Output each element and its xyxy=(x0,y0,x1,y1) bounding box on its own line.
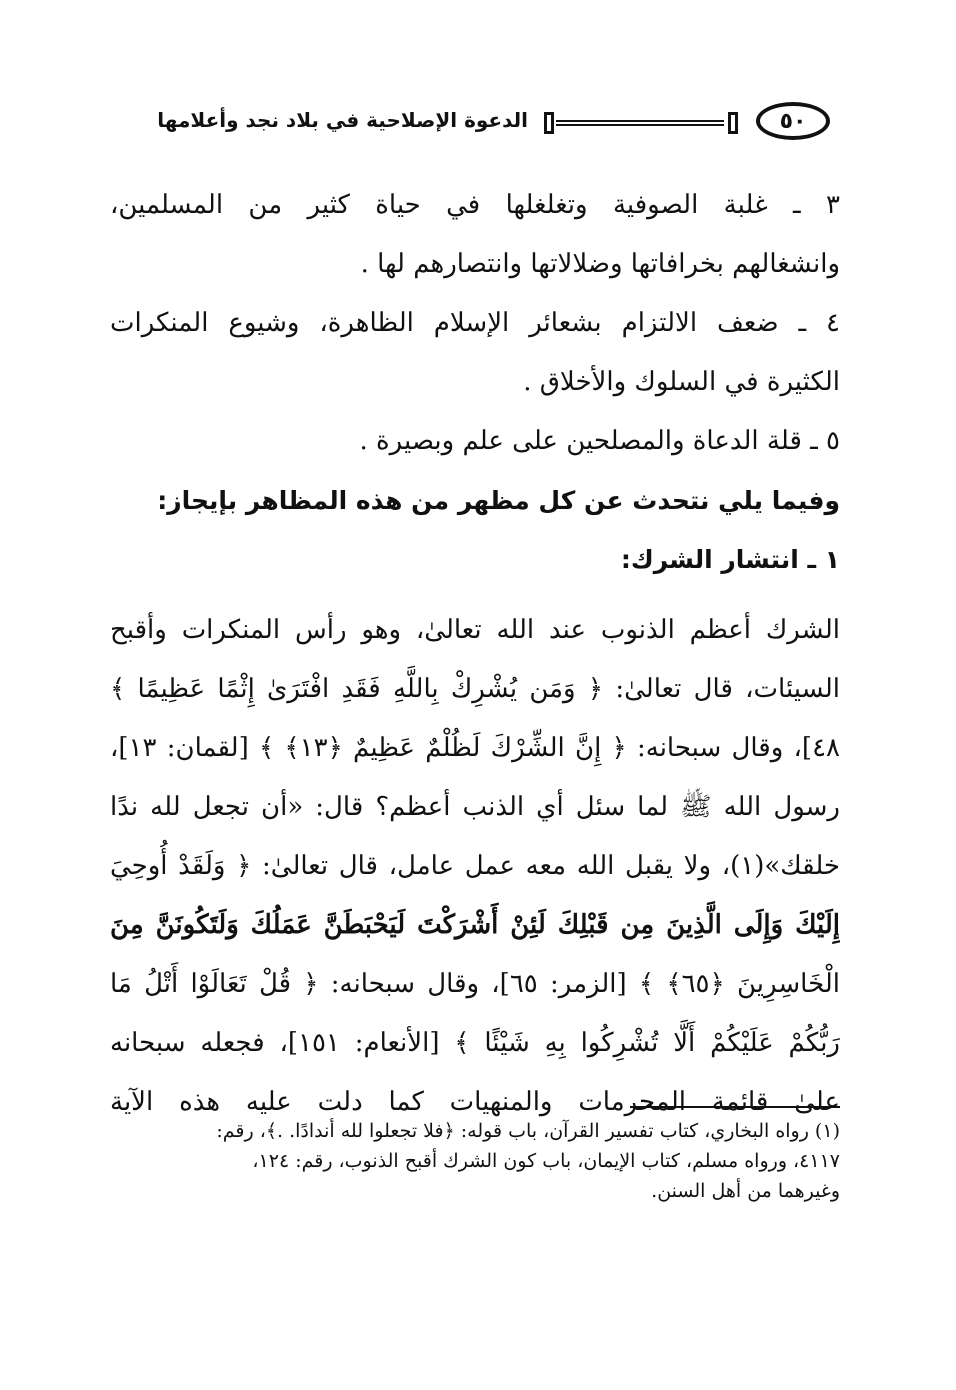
text-line-with-quran: الْخَاسِرِينَ ﴿٦٥﴾ ﴾ [الزمر: ٦٥]، وقال سبحانه: ﴿ قُلْ تَعَالَوْا أَتْلُ مَا xyxy=(110,969,840,999)
text-line: ٣ ـ غلبة الصوفية وتغلغلها في حياة كثير من المسلمين، xyxy=(110,190,840,220)
header-ornament-left xyxy=(544,112,554,134)
text-line-with-quran: السيئات، قال تعالىٰ: ﴿ وَمَن يُشْرِكْ بِاللَّهِ فَقَدِ افْتَرَىٰ إِثْمًا عَظِيمًا ﴾ xyxy=(110,674,840,704)
footnote-line: ٤١١٧، ورواه مسلم، كتاب الإيمان، باب كون الشرك أقبح الذنوب، رقم: ١٢٤، xyxy=(252,1150,840,1172)
text-line-with-hadith: خلقك»(١)، ولا يقبل الله معه عمل عامل، قال تعالىٰ: ﴿ وَلَقَدْ أُوحِيَ xyxy=(110,851,840,881)
text-line: علىٰ قائمة المحرمات والمنهيات كما دلت عليه هذه الآية xyxy=(110,1087,840,1117)
footnote-line: وغيرهما من أهل السنن. xyxy=(651,1180,840,1202)
text-line-with-quran: ٤٨]، وقال سبحانه: ﴿ إِنَّ الشِّرْكَ لَظُلْمٌ عَظِيمٌ ﴿١٣﴾ ﴾ [لقمان: ١٣]، xyxy=(110,733,840,763)
quran-verse-line: إِلَيْكَ وَإِلَى الَّذِينَ مِن قَبْلِكَ لَئِنْ أَشْرَكْتَ لَيَحْبَطَنَّ عَمَلُكَ وَلَتَكُونَنَّ مِنَ xyxy=(110,910,840,940)
header-rule xyxy=(556,120,724,126)
running-header xyxy=(70,96,830,152)
footnote-line: (١) رواه البخاري، كتاب تفسير القرآن، باب قوله: ﴿فلا تجعلوا لله أندادًا. .﴾، رقم: xyxy=(216,1120,840,1142)
text-line: الشرك أعظم الذنوب عند الله تعالىٰ، وهو رأس المنكرات وأقبح xyxy=(110,615,840,645)
text-line-with-hadith: رسول الله ﷺ لما سئل أي الذنب أعظم؟ قال: «أن تجعل لله ندًا xyxy=(110,792,840,822)
text-line: ٥ ـ قلة الدعاة والمصلحين على علم وبصيرة . xyxy=(359,426,840,456)
section-intro: وفيما يلي نتحدث عن كل مظهر من هذه المظاهر بإيجاز: xyxy=(157,486,840,515)
footnote-separator xyxy=(630,1106,840,1108)
text-line: الكثيرة في السلوك والأخلاق . xyxy=(523,367,840,397)
text-line: وانشغالهم بخرافاتها وضلالاتها وانتصارهم لها . xyxy=(360,249,840,279)
running-title: الدعوة الإصلاحية في بلاد نجد وأعلامها xyxy=(157,108,528,132)
text-line-with-quran: رَبُّكُمْ عَلَيْكُمْ أَلَّا تُشْرِكُوا بِهِ شَيْئًا ﴾ [الأنعام: ١٥١]، فجعله سبحانه xyxy=(110,1028,840,1058)
header-ornament-right xyxy=(728,112,738,134)
section-heading: ١ ـ انتشار الشرك: xyxy=(620,545,840,574)
main-text xyxy=(110,176,840,1132)
text-line: ٤ ـ ضعف الالتزام بشعائر الإسلام الظاهرة، وشيوع المنكرات xyxy=(110,308,840,338)
page-number: ٥٠ xyxy=(756,102,830,140)
footnotes xyxy=(110,1116,840,1206)
